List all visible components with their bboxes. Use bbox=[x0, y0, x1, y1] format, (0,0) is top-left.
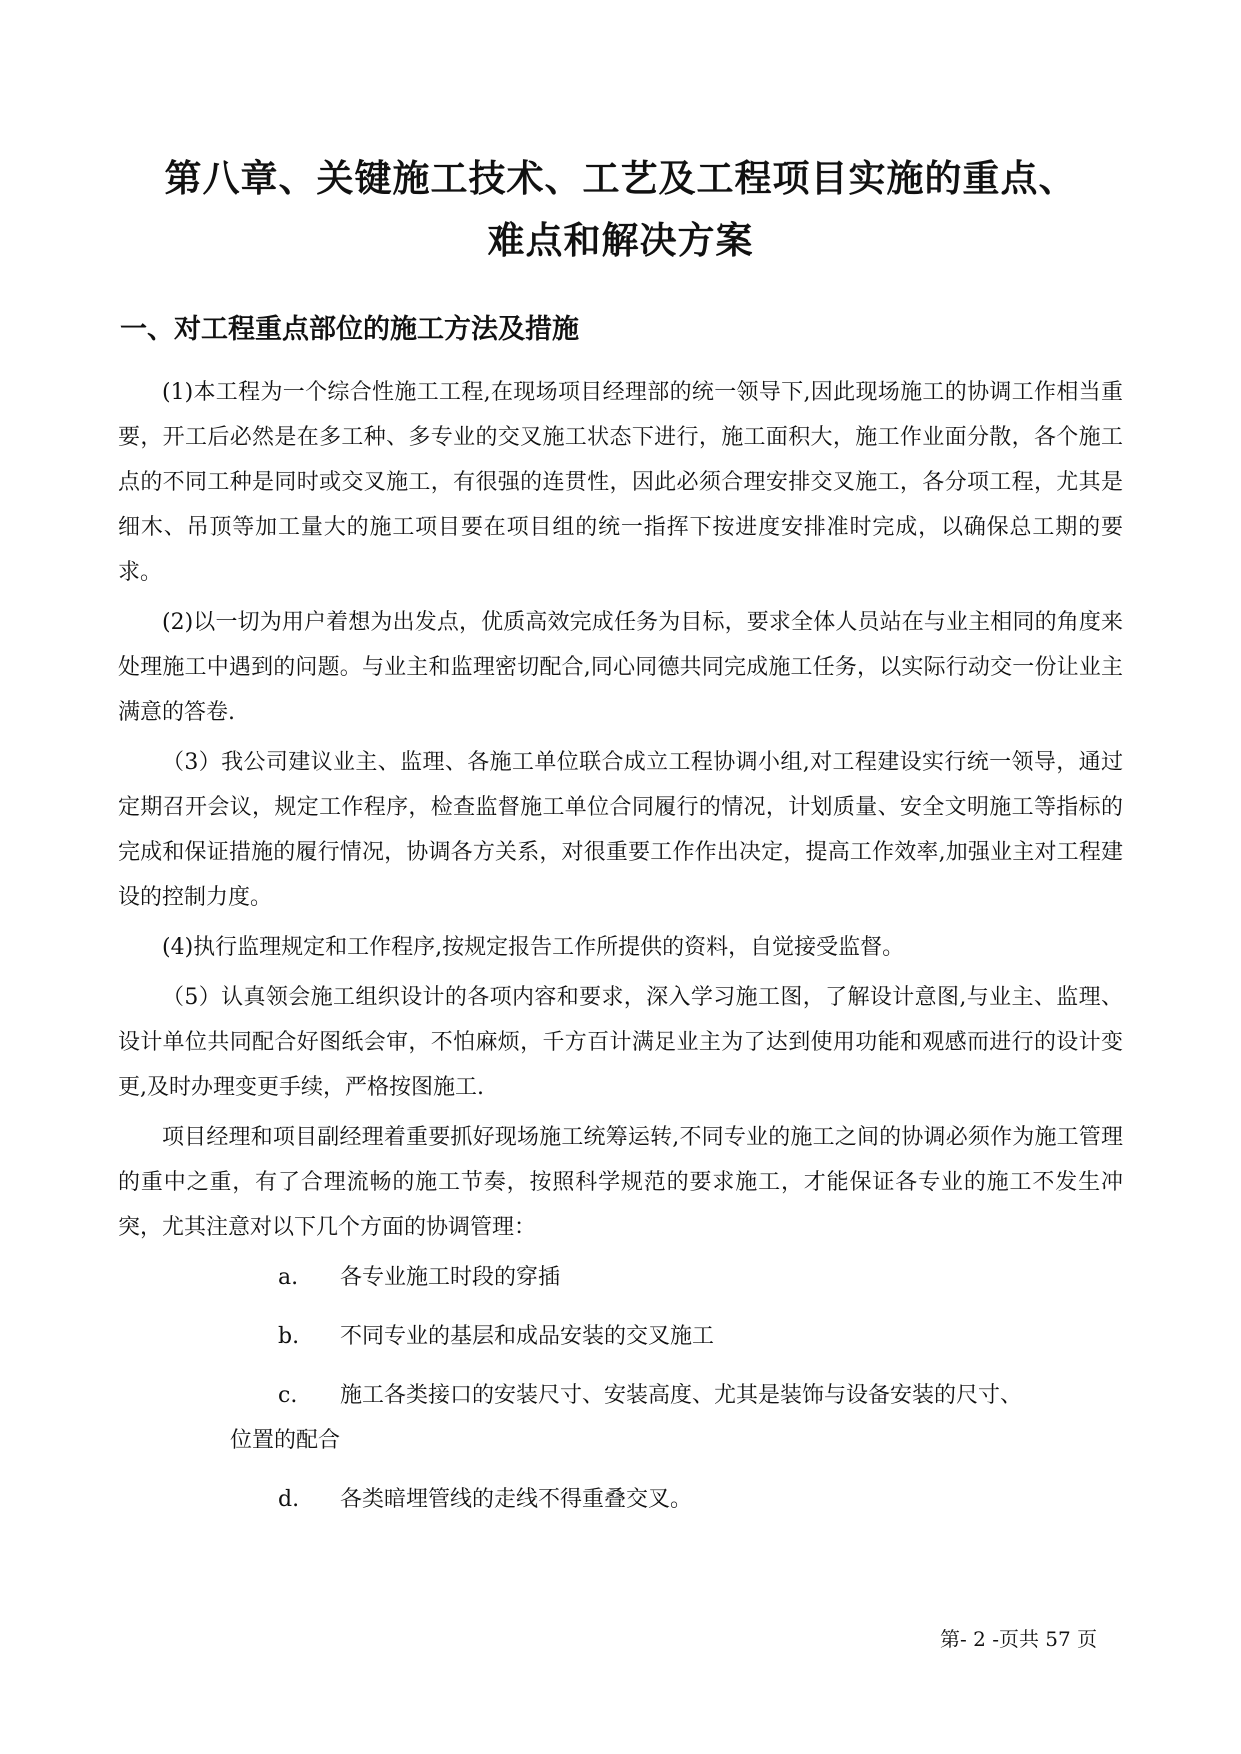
list-item bbox=[118, 1255, 1123, 1300]
section-title: 一、对工程重点部位的施工方法及措施 bbox=[120, 314, 579, 345]
paragraph-1: (1)本工程为一个综合性施工工程,在现场项目经理部的统一领导下,因此现场施工的协调工作相当重要，开工后必然是在多工种、多专业的交叉施工状态下进行，施工面积大，施工作业面分散，各个施工点的不同工种是同时或交叉施工，有很强的连贯性，因此必须合理安排交叉施工，各分项工程，尤其是细木、吊顶等加工量大的施工项目要在项目组的统一指挥下按进度安排准时完成，以确保总工期的要求。 bbox=[118, 380, 1123, 585]
paragraph-2: (2)以一切为用户着想为出发点，优质高效完成任务为目标，要求全体人员站在与业主相同的角度来处理施工中遇到的问题。与业主和监理密切配合,同心同德共同完成施工任务，以实际行动交一份让业主满意的答卷. bbox=[118, 610, 1123, 725]
list-marker: b. bbox=[278, 1324, 300, 1349]
list-item-text: 各专业施工时段的穿插 bbox=[340, 1265, 561, 1290]
list-item-text: 各类暗埋管线的走线不得重叠交叉。 bbox=[340, 1487, 693, 1512]
chapter-title-line-1: 第八章、关键施工技术、工艺及工程项目实施的重点、 bbox=[164, 157, 1077, 200]
list-item bbox=[118, 1477, 1123, 1522]
list-marker: d. bbox=[278, 1487, 300, 1512]
paragraph-4: (4)执行监理规定和工作程序,按规定报告工作所提供的资料，自觉接受监督。 bbox=[162, 935, 905, 960]
list-marker: c. bbox=[278, 1383, 298, 1408]
paragraph-6: 项目经理和项目副经理着重要抓好现场施工统筹运转,不同专业的施工之间的协调必须作为施工管理的重中之重，有了合理流畅的施工节奏，按照科学规范的要求施工，才能保证各专业的施工不发生冲突，尤其注意对以下几个方面的协调管理： bbox=[118, 1125, 1123, 1240]
coordination-list bbox=[118, 1255, 1123, 1522]
list-item-text: 不同专业的基层和成品安装的交叉施工 bbox=[340, 1324, 715, 1349]
paragraph-3: （3）我公司建议业主、监理、各施工单位联合成立工程协调小组,对工程建设实行统一领导，通过定期召开会议，规定工作程序，检查监督施工单位合同履行的情况，计划质量、安全文明施工等指标的完成和保证措施的履行情况，协调各方关系，对很重要工作作出决定，提高工作效率,加强业主对工程建设的控制力度。 bbox=[118, 750, 1123, 910]
page-number-footer: 第- 2 -页共 57 页 bbox=[940, 1627, 1098, 1651]
list-item-text: 施工各类接口的安装尺寸、安装高度、尤其是装饰与设备安装的尺寸、 bbox=[340, 1383, 1023, 1408]
body-text bbox=[118, 370, 1123, 1536]
paragraph-5: （5）认真领会施工组织设计的各项内容和要求，深入学习施工图，了解设计意图,与业主、监理、设计单位共同配合好图纸会审，不怕麻烦，千方百计满足业主为了达到使用功能和观感而进行的设计变更,及时办理变更手续，严格按图施工. bbox=[118, 985, 1123, 1100]
list-marker: a. bbox=[278, 1265, 299, 1290]
list-item bbox=[118, 1314, 1123, 1359]
chapter-title bbox=[0, 148, 1241, 272]
list-item bbox=[118, 1373, 1123, 1463]
list-item-text-continued: 位置的配合 bbox=[230, 1428, 341, 1453]
chapter-title-line-2: 难点和解决方案 bbox=[487, 219, 754, 262]
